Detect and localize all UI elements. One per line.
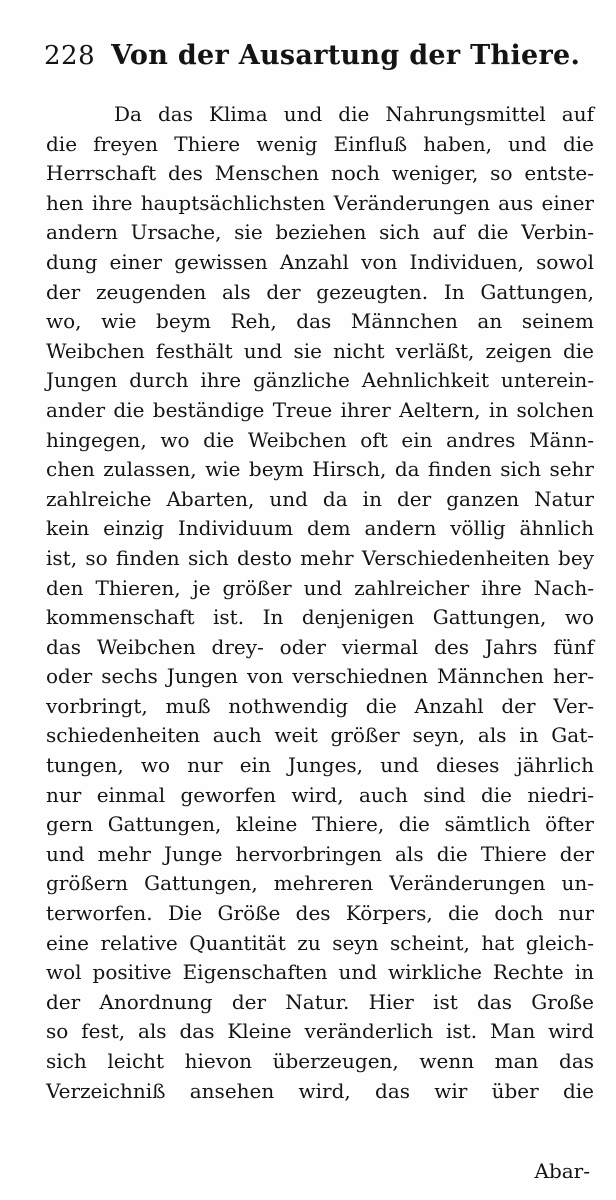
text-line: Herrschaft des Menschen noch weniger, so entste- bbox=[46, 161, 594, 186]
text-line: der zeugenden als der gezeugten. In Gattungen, bbox=[46, 279, 594, 304]
text-line: terworfen. Die Größe des Körpers, die doch nur bbox=[46, 901, 594, 926]
text-line: die freyen Thiere wenig Einfluß haben, und die bbox=[46, 131, 594, 156]
page-number: 228 bbox=[44, 41, 96, 71]
text-line: ist, so finden sich desto mehr Verschiedenheiten bey bbox=[46, 545, 594, 570]
text-line: eine relative Quantität zu seyn scheint, hat gleich- bbox=[46, 930, 594, 955]
text-line: vorbringt, muß nothwendig die Anzahl der Ver- bbox=[46, 693, 594, 718]
text-line: Jungen durch ihre gänzliche Aehnlichkeit unterein- bbox=[46, 368, 594, 393]
catchword: Abar- bbox=[534, 1159, 590, 1183]
text-line: Weibchen festhält und sie nicht verläßt, zeigen die bbox=[46, 338, 594, 363]
running-title: Von der Ausartung der Thiere. bbox=[111, 40, 581, 71]
text-line: sich leicht hievon überzeugen, wenn man das bbox=[46, 1049, 594, 1073]
text-line: Da das Klima und die Nahrungsmittel auf bbox=[114, 102, 594, 126]
text-line: gern Gattungen, kleine Thiere, die sämtlich öfter bbox=[46, 812, 594, 837]
text-line: andern Ursache, sie beziehen sich auf die Verbin- bbox=[46, 220, 594, 245]
text-line: hingegen, wo die Weibchen oft ein andres Männ- bbox=[46, 427, 594, 452]
text-line: hen ihre hauptsächlichsten Veränderungen aus einer bbox=[46, 190, 594, 215]
text-line: dung einer gewissen Anzahl von Individuen, sowol bbox=[46, 249, 594, 274]
body-paragraph bbox=[46, 100, 594, 1106]
text-line: chen zulassen, wie beym Hirsch, da finden sich sehr bbox=[46, 457, 594, 482]
text-line: schiedenheiten auch weit größer seyn, als in Gat- bbox=[46, 723, 594, 748]
text-line: zahlreiche Abarten, und da in der ganzen Natur bbox=[46, 486, 594, 511]
running-head bbox=[44, 40, 581, 80]
text-line: größern Gattungen, mehreren Veränderungen un- bbox=[46, 871, 594, 896]
text-line: und mehr Junge hervorbringen als die Thiere der bbox=[46, 841, 594, 866]
text-line: oder sechs Jungen von verschiednen Männchen her- bbox=[46, 664, 594, 689]
text-line: tungen, wo nur ein Junges, und dieses jährlich bbox=[46, 753, 594, 778]
text-line: so fest, als das Kleine veränderlich ist. Man wird bbox=[46, 1019, 594, 1044]
text-line: den Thieren, je größer und zahlreicher ihre Nach- bbox=[46, 575, 594, 600]
text-line: ander die beständige Treue ihrer Aeltern, in solchen bbox=[46, 397, 594, 422]
text-line: der Anordnung der Natur. Hier ist das Große bbox=[46, 989, 594, 1014]
text-line: das Weibchen drey- oder viermal des Jahrs fünf bbox=[46, 634, 594, 659]
catchword-row bbox=[535, 1156, 591, 1186]
text-line: Verzeichniß ansehen wird, das wir über die bbox=[46, 1078, 594, 1103]
text-line: wol positive Eigenschaften und wirkliche Rechte in bbox=[46, 960, 594, 985]
text-line: wo, wie beym Reh, das Männchen an seinem bbox=[46, 309, 594, 334]
text-line: nur einmal geworfen wird, auch sind die niedri- bbox=[46, 782, 594, 807]
text-line: kein einzig Individuum dem andern völlig ähnlich bbox=[46, 516, 594, 541]
text-line: kommenschaft ist. In denjenigen Gattungen, wo bbox=[46, 605, 594, 630]
